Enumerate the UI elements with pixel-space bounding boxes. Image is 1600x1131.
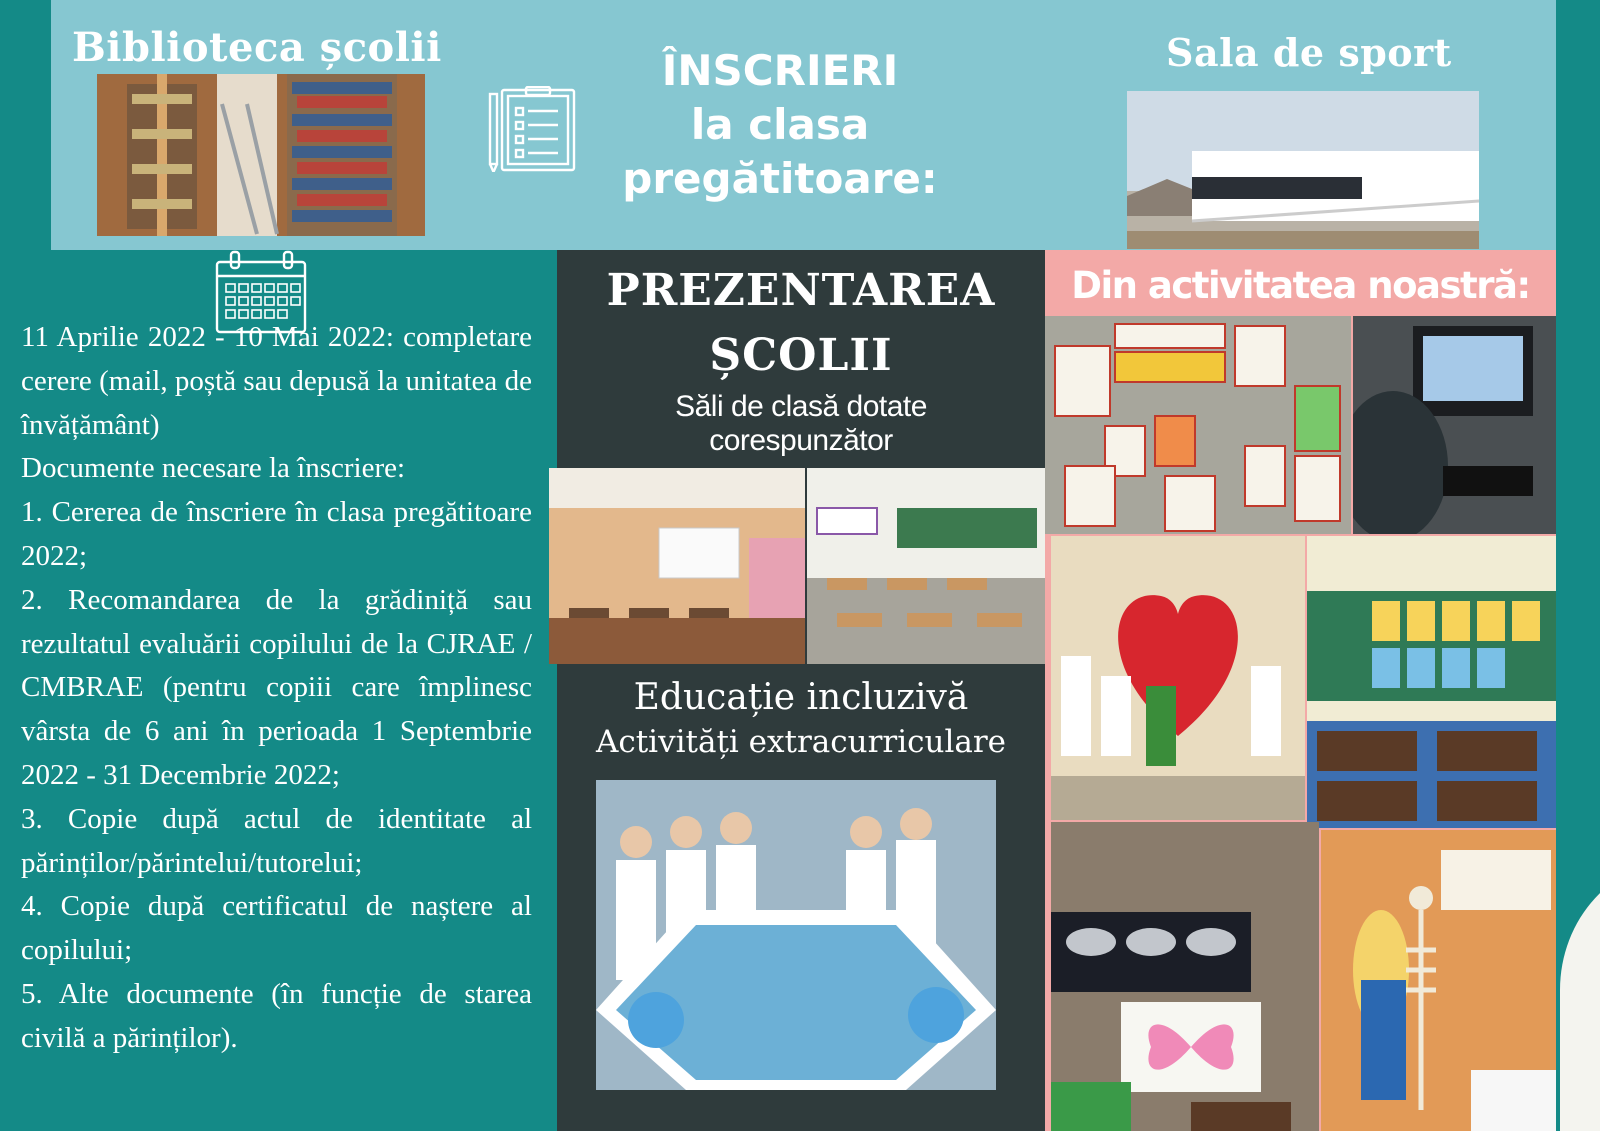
enrollment-heading bbox=[600, 44, 960, 206]
classrooms-subtitle-line-1: Săli de clasă dotate bbox=[675, 390, 927, 423]
computer-lesson-photo bbox=[1353, 316, 1556, 534]
enrollment-period: 11 Aprilie 2022 - 10 Mai 2022: completare cerere (mail, poștă sau depusă la unitatea de învățământ) bbox=[21, 321, 532, 441]
document-item-3: 3. Copie după actul de identitate al părinților/părintelui/tutorelui; bbox=[21, 802, 532, 879]
gym-photo bbox=[1127, 91, 1479, 249]
document-item-4: 4. Copie după certificatul de naștere al copilului; bbox=[21, 890, 532, 967]
reading-corner-photo bbox=[1307, 536, 1556, 828]
clipboard-checklist-icon bbox=[488, 86, 578, 172]
presentation-title bbox=[557, 258, 1045, 388]
document-item-1: 1. Cererea de înscriere în clasa pregătitoare 2022; bbox=[21, 496, 532, 572]
classrooms-subtitle bbox=[557, 390, 1045, 458]
children-group-photo bbox=[596, 780, 996, 1090]
skeleton-model-photo bbox=[1321, 830, 1556, 1131]
enrollment-line-1: ÎNSCRIERI bbox=[661, 46, 899, 95]
library-title: Biblioteca școlii bbox=[72, 24, 442, 71]
presentation-title-line-1: PREZENTAREA bbox=[606, 265, 996, 316]
activities-title: Din activitatea noastră: bbox=[1071, 264, 1530, 307]
document-item-2: 2. Recomandarea de la grădiniță sau rezultatul evaluării copilului de la CJRAE / CMBRAE (pentru copiii care împlinesc vârsta de 6 ani în perioada 1 Septembrie 2022 - 31 Decembrie 2022; bbox=[21, 583, 532, 791]
embroidery-crafts-photo bbox=[1045, 316, 1351, 534]
classrooms-subtitle-line-2: corespunzător bbox=[709, 424, 893, 457]
extracurricular-subtitle: Activități extracurriculare bbox=[595, 724, 1007, 760]
enrollment-info bbox=[21, 316, 532, 1061]
classroom-photo-2 bbox=[807, 468, 1045, 664]
enrollment-line-2: la clasa bbox=[690, 100, 870, 149]
document-item-5: 5. Alte documente (în funcție de starea civilă a părinților). bbox=[21, 977, 532, 1054]
presentation-title-line-2: ȘCOLII bbox=[709, 330, 893, 381]
documents-heading: Documente necesare la înscriere: bbox=[21, 452, 406, 485]
enrollment-line-3: pregătitoare: bbox=[622, 154, 938, 203]
heart-mascot-photo bbox=[1051, 536, 1305, 820]
classroom-photo-1 bbox=[549, 468, 805, 664]
gym-title: Sala de sport bbox=[1166, 30, 1452, 75]
library-photo bbox=[97, 74, 425, 236]
inclusive-education-title: Educație incluzivă bbox=[633, 677, 969, 718]
craft-projects-photo bbox=[1051, 822, 1319, 1131]
